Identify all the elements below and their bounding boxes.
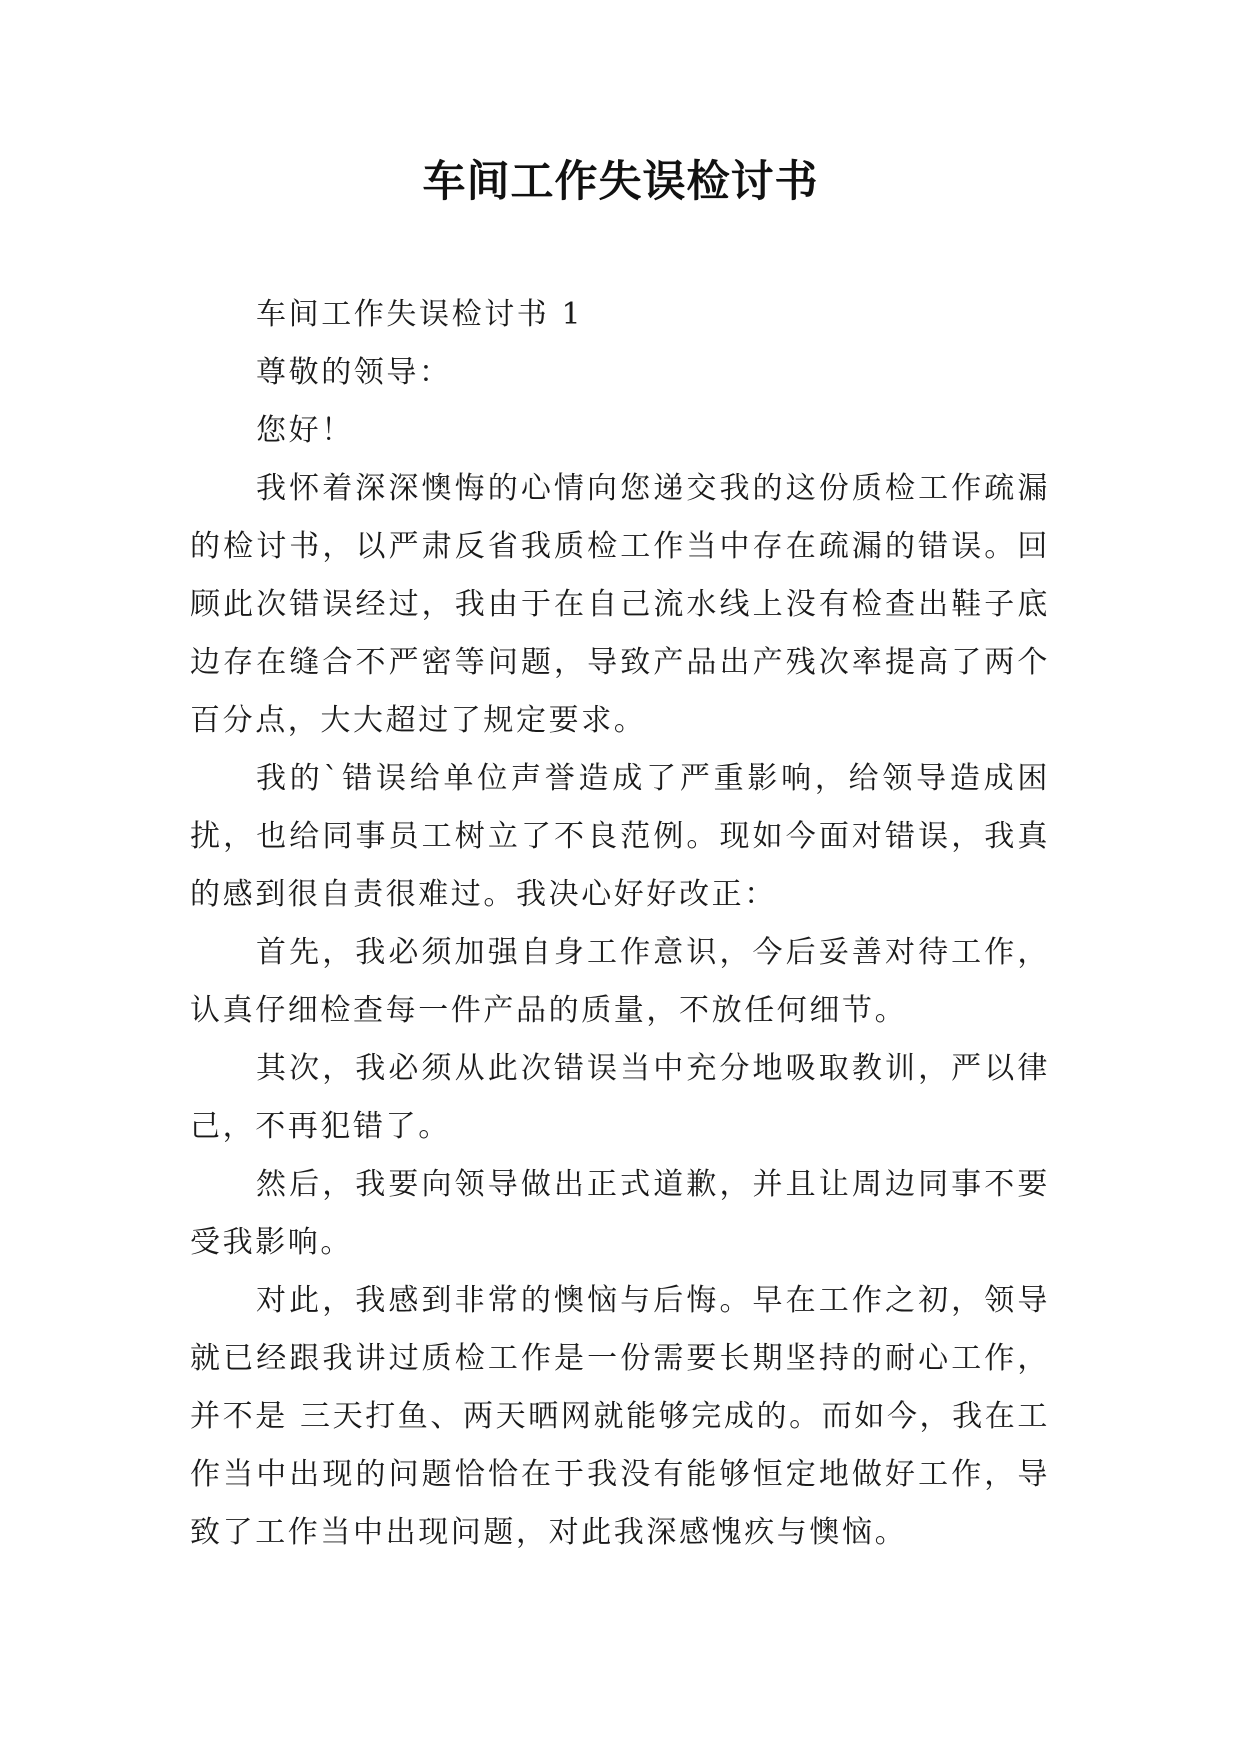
section-heading: 车间工作失误检讨书 1 <box>256 297 584 332</box>
paragraph: 对此，我感到非常的懊恼与后悔。早在工作之初，领导就已经跟我讲过质检工作是一份需要长期坚持的耐心工作，并不是 三天打鱼、两天晒网就能够完成的。而如今，我在工作当中出现的问题恰恰在于我没有能够恒定地做好工作，导致了工作当中出现问题，对此我深感愧疚与懊恼。 <box>190 1283 1050 1550</box>
document-body <box>190 286 1050 1562</box>
paragraph: 我的`错误给单位声誉造成了严重影响，给领导造成困扰，也给同事员工树立了不良范例。现如今面对错误，我真的感到很自责很难过。我决心好好改正： <box>190 761 1050 912</box>
paragraph: 我怀着深深懊悔的心情向您递交我的这份质检工作疏漏的检讨书，以严肃反省我质检工作当中存在疏漏的错误。回顾此次错误经过，我由于在自己流水线上没有检查出鞋子底边存在缝合不严密等问题，导致产品出产残次率提高了两个百分点，大大超过了规定要求。 <box>190 471 1050 738</box>
paragraph: 然后，我要向领导做出正式道歉，并且让周边同事不要受我影响。 <box>190 1167 1050 1260</box>
document-title: 车间工作失误检讨书 <box>422 157 819 207</box>
greeting: 您好！ <box>256 413 354 448</box>
paragraph: 首先，我必须加强自身工作意识，今后妥善对待工作，认真仔细检查每一件产品的质量，不放任何细节。 <box>190 935 1050 1028</box>
paragraph: 其次，我必须从此次错误当中充分地吸取教训，严以律己，不再犯错了。 <box>190 1051 1050 1144</box>
salutation: 尊敬的领导： <box>256 355 452 390</box>
